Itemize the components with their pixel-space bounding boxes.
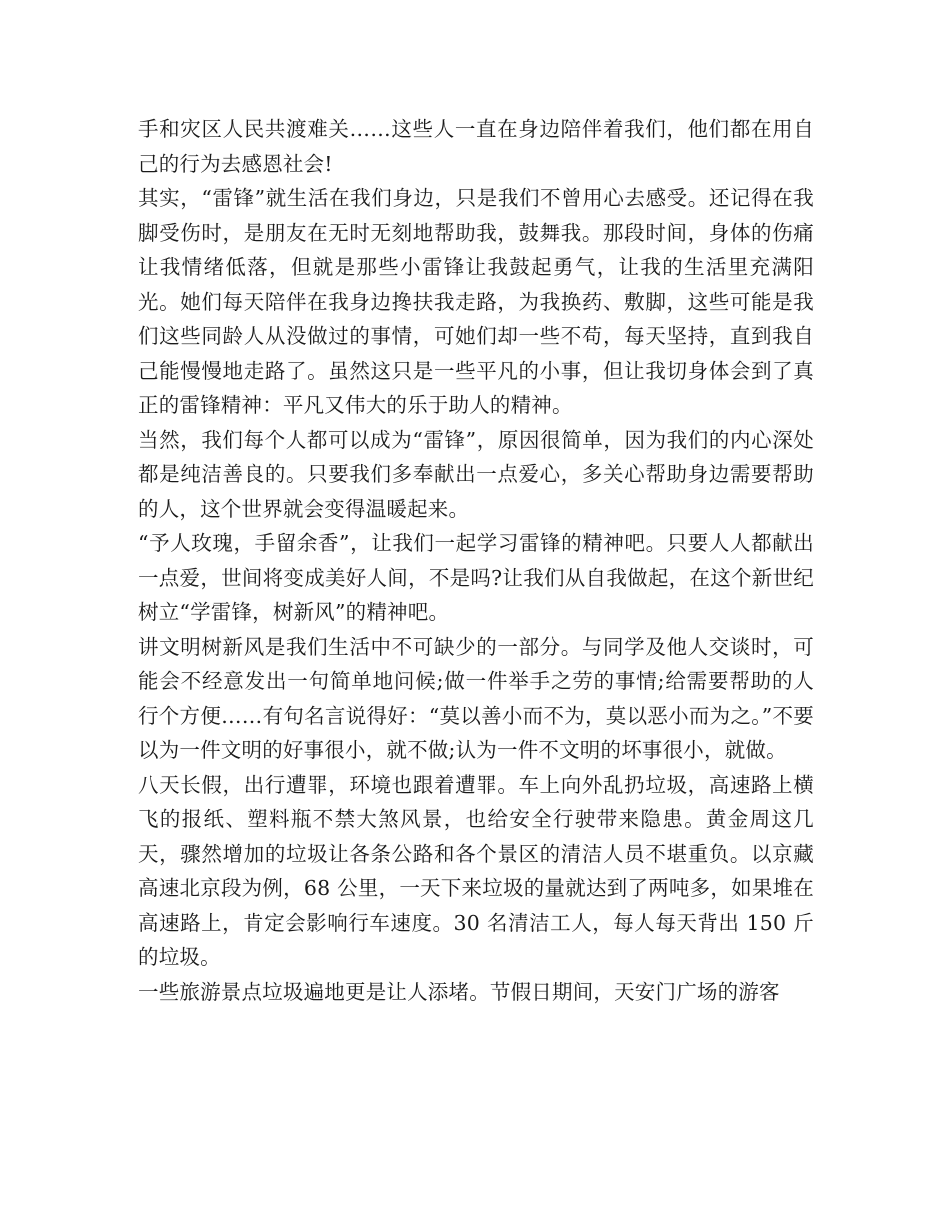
document-body	[138, 112, 814, 1009]
paragraph-7: 一些旅游景点垃圾遍地更是让人添堵。节假日期间，天安门广场的游客	[138, 979, 780, 1004]
paragraph-3: 当然，我们每个人都可以成为“雷锋”，原因很简单，因为我们的内心深处都是纯洁善良的。只要我们多奉献出一点爱心，多关心帮助身边需要帮助的人，这个世界就会变得温暖起来。	[138, 427, 814, 521]
paragraph-6: 八天长假，出行遭罪，环境也跟着遭罪。车上向外乱扔垃圾，高速路上横飞的报纸、塑料瓶不禁大煞风景，也给安全行驶带来隐患。黄金周这几天，骤然增加的垃圾让各条公路和各个景区的清洁人员不堪重负。以京藏高速北京段为例，68 公里，一天下来垃圾的量就达到了两吨多，如果堆在高速路上，肯定会影响行车速度。30 名清洁工人，每人每天背出 150 斤的垃圾。	[138, 772, 814, 969]
paragraph-4: “予人玫瑰，手留余香”，让我们一起学习雷锋的精神吧。只要人人都献出一点爱，世间将变成美好人间，不是吗?让我们从自我做起，在这个新世纪树立“学雷锋，树新风”的精神吧。	[138, 531, 814, 624]
paragraph-2: 其实，“雷锋”就生活在我们身边，只是我们不曾用心去感受。还记得在我脚受伤时，是朋友在无时无刻地帮助我，鼓舞我。那段时间，身体的伤痛让我情绪低落，但就是那些小雷锋让我鼓起勇气，让我的生活里充满阳光。她们每天陪伴在我身边搀扶我走路，为我换药、敷脚，这些可能是我们这些同龄人从没做过的事情，可她们却一些不苟，每天坚持，直到我自己能慢慢地走路了。虽然这只是一些平凡的小事，但让我切身体会到了真正的雷锋精神：平凡又伟大的乐于助人的精神。	[138, 186, 814, 417]
paragraph-1: 手和灾区人民共渡难关……这些人一直在身边陪伴着我们，他们都在用自己的行为去感恩社会!	[138, 117, 814, 176]
paragraph-5: 讲文明树新风是我们生活中不可缺少的一部分。与同学及他人交谈时，可能会不经意发出一句简单地问候;做一件举手之劳的事情;给需要帮助的人行个方便……有句名言说得好：“莫以善小而不为，莫以恶小而为之。”不要以为一件文明的好事很小，就不做;认为一件不文明的坏事很小，就做。	[138, 634, 814, 762]
